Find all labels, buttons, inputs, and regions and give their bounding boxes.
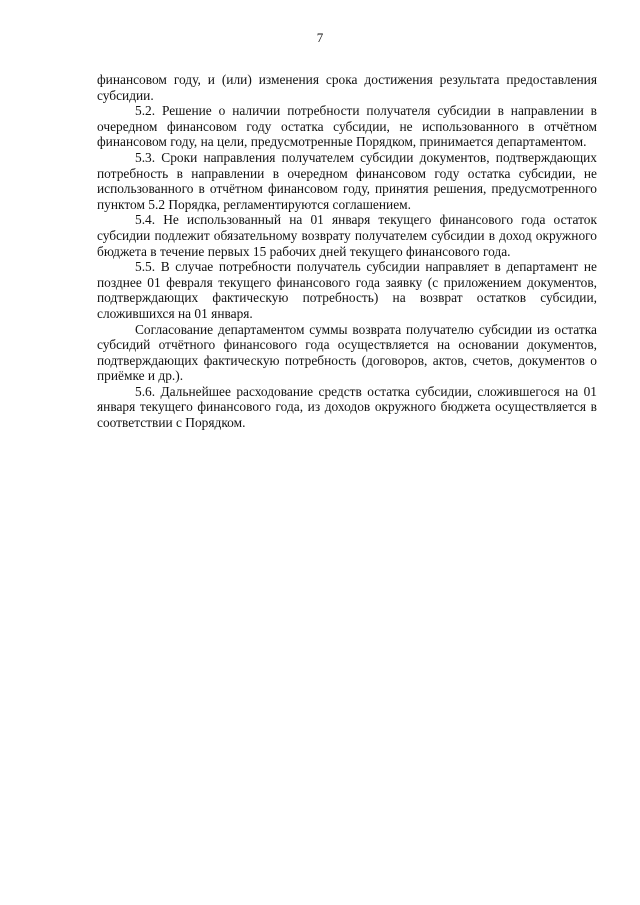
paragraph-5-4: 5.4. Не использованный на 01 января текущего финансового года остаток субсидии подлежит обязательному возврату получателем субсидии в доход окружного бюджета в течение первых 15 рабочих дней текущего финансового года. bbox=[97, 212, 597, 259]
page-number: 7 bbox=[316, 30, 324, 45]
paragraph-continuation: финансовом году, и (или) изменения срока достижения результата предоставления субсидии. bbox=[97, 72, 597, 103]
paragraph-5-3: 5.3. Сроки направления получателем субсидии документов, подтверждающих потребность в направлении в очередном финансовом году остатка субсидии, не использованного в отчётном финансовом году, принятия решения, предусмотренного пунктом 5.2 Порядка, регламентируются соглашением. bbox=[97, 149, 597, 212]
paragraph-5-5: 5.5. В случае потребности получатель субсидии направляет в департамент не позднее 01 февраля текущего финансового года заявку (с приложением документов, подтверждающих фактическую потребность) на возврат остатков субсидии, сложившихся на 01 января. bbox=[97, 259, 597, 321]
paragraph-5-6: 5.6. Дальнейшее расходование средств остатка субсидии, сложившегося на 01 января текущего финансового года, из доходов окружного бюджета осуществляется в соответствии с Порядком. bbox=[97, 383, 597, 431]
document-body bbox=[97, 72, 597, 431]
paragraph-approval: Согласование департаментом суммы возврата получателю субсидии из остатка субсидий отчётного финансового года осуществляется на основании документов, подтверждающих фактическую потребность (договоров, актов, счетов, документов о приёмке и др.). bbox=[97, 321, 597, 384]
paragraph-5-2: 5.2. Решение о наличии потребности получателя субсидии в направлении в очередном финансовом году остатка субсидии, не использованного в отчётном финансовом году, на цели, предусмотренные Порядком, принимается департаментом. bbox=[97, 103, 597, 150]
